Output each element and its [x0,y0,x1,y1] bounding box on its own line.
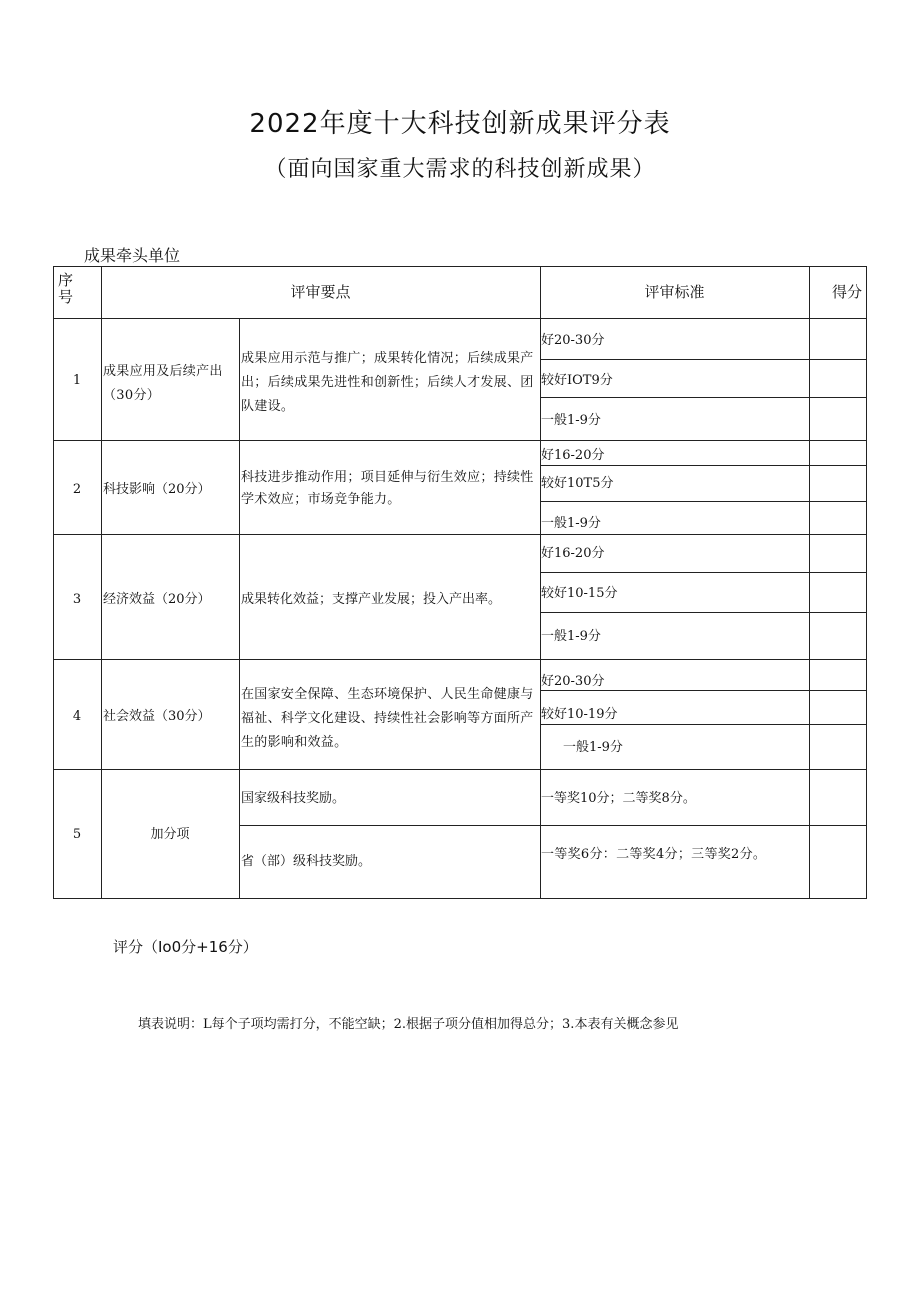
row-4-score-average-input[interactable] [810,725,866,769]
row-4-standard-good: 好20-30分 [541,674,605,689]
row-5-points-provincial: 省（部）级科技奖励。 [241,854,372,869]
page-title: 2022年度十大科技创新成果评分表 [249,109,671,139]
row-3-score-average-input[interactable] [810,613,866,659]
row-3-points: 成果转化效益；支撑产业发展；投入产出率。 [241,592,502,607]
row-2-standard-average: 一般1-9分 [541,516,601,531]
header-score: 得分 [832,283,863,301]
row-1-score-good-input[interactable] [810,319,866,359]
row-3-index: 3 [72,592,82,607]
row-1-standard-average: 一般1-9分 [541,413,601,428]
header-points: 评审要点 [290,283,351,301]
row-3-standard-fair: 较好10-15分 [541,586,618,601]
row-1-score-average-input[interactable] [810,398,866,440]
lead-unit-label: 成果牵头单位 [84,246,181,265]
header-standard: 评审标准 [644,283,705,301]
row-2-standard-fair: 较好10T5分 [541,476,614,491]
row-2-score-fair-input[interactable] [810,466,866,501]
header-index [58,272,73,306]
row-3-standard-good: 好16-20分 [541,546,605,561]
row-5-standard-national: 一等奖10分；二等奖8分。 [541,791,696,806]
row-2-category: 科技影响（20分） [103,482,211,497]
row-5-category: 加分项 [150,827,190,842]
row-5-score-provincial-input[interactable] [810,826,866,898]
row-1-points: 成果应用示范与推广；成果转化情况；后续成果产出；后续成果先进性和创新性；后续人才发展、团队建设。 [241,351,534,414]
row-4-score-good-input[interactable] [810,660,866,690]
row-1-score-fair-input[interactable] [810,360,866,397]
row-2-standard-good: 好16-20分 [541,448,605,463]
row-5-standard-provincial: 一等奖6分：二等奖4分；三等奖2分。 [541,847,767,862]
row-1-category: 成果应用及后续产出（30分） [103,364,223,403]
row-4-score-fair-input[interactable] [810,691,866,724]
row-2-points: 科技进步推动作用；项目延伸与衍生效应；持续性学术效应；市场竞争能力。 [241,470,534,507]
header-index-line2: 号 [58,288,74,306]
total-score-label: 评分（Io0分+16分） [113,938,258,956]
row-3-score-good-input[interactable] [810,535,866,572]
row-2-score-average-input[interactable] [810,502,866,534]
row-5-score-national-input[interactable] [810,770,866,825]
row-4-category: 社会效益（30分） [103,709,211,724]
row-2-index: 2 [72,482,82,497]
row-2-score-good-input[interactable] [810,441,866,465]
row-1-standard-good: 好20-30分 [541,333,605,348]
row-4-index: 4 [72,709,82,724]
row-4-points: 在国家安全保障、生态环境保护、人民生命健康与福祉、科学文化建设、持续性社会影响等方面所产生的影响和效益。 [241,687,534,750]
row-5-points-national: 国家级科技奖励。 [241,791,346,806]
row-1-index: 1 [72,373,82,388]
header-index-line1: 序 [58,271,74,289]
row-3-standard-average: 一般1-9分 [541,629,601,644]
row-4-standard-fair: 较好10-19分 [541,707,618,722]
row-3-category: 经济效益（20分） [103,592,211,607]
row-3-score-fair-input[interactable] [810,573,866,612]
fill-instructions: 填表说明：L每个子项均需打分，不能空缺；2.根据子项分值相加得总分；3.本表有关概念参见 [138,1017,679,1032]
row-4-standard-average: 一般1-9分 [563,740,623,755]
page-subtitle: （面向国家重大需求的科技创新成果） [264,157,656,182]
row-5-index: 5 [72,827,82,842]
row-1-standard-fair: 较好IOT9分 [541,373,613,388]
